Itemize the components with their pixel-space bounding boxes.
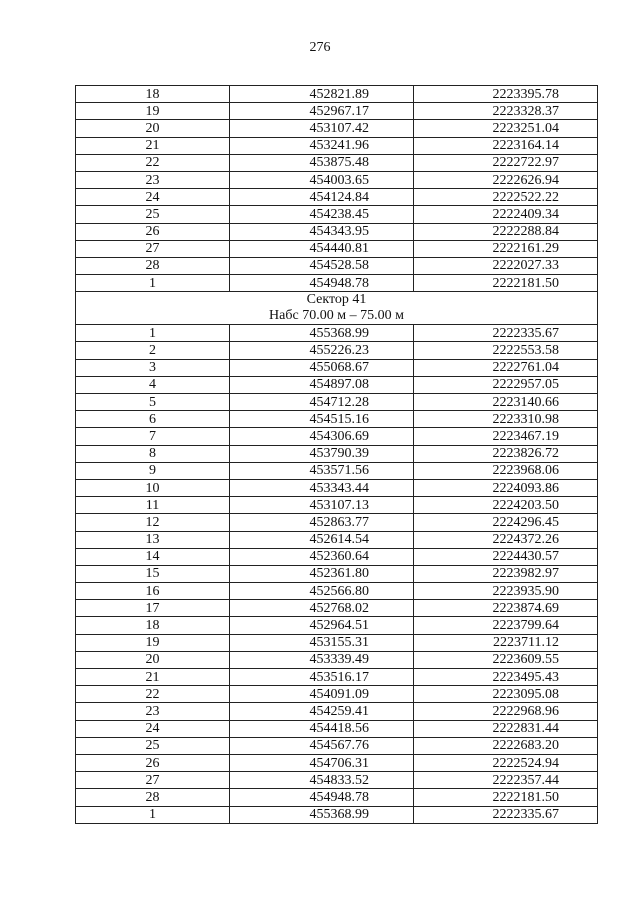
point-number-cell: 20 [76, 120, 230, 137]
table-row [76, 583, 598, 600]
table-body-part2 [76, 325, 598, 823]
point-number-cell: 23 [76, 171, 230, 188]
point-number-cell: 17 [76, 600, 230, 617]
y-coordinate-cell: 2222335.67 [414, 325, 598, 342]
x-coordinate-cell: 454833.52 [230, 772, 414, 789]
point-number-cell: 25 [76, 206, 230, 223]
table-row [76, 617, 598, 634]
table-row [76, 359, 598, 376]
point-number-cell: 4 [76, 376, 230, 393]
table-row [76, 737, 598, 754]
x-coordinate-cell: 454124.84 [230, 189, 414, 206]
x-coordinate-cell: 453571.56 [230, 462, 414, 479]
point-number-cell: 27 [76, 240, 230, 257]
point-number-cell: 18 [76, 86, 230, 103]
x-coordinate-cell: 452964.51 [230, 617, 414, 634]
y-coordinate-cell: 2222626.94 [414, 171, 598, 188]
point-number-cell: 19 [76, 103, 230, 120]
table-row [76, 651, 598, 668]
x-coordinate-cell: 454712.28 [230, 394, 414, 411]
y-coordinate-cell: 2222181.50 [414, 789, 598, 806]
table-row [76, 754, 598, 771]
point-number-cell: 15 [76, 565, 230, 582]
point-number-cell: 13 [76, 531, 230, 548]
point-number-cell: 2 [76, 342, 230, 359]
x-coordinate-cell: 452361.80 [230, 565, 414, 582]
point-number-cell: 22 [76, 154, 230, 171]
y-coordinate-cell: 2223609.55 [414, 651, 598, 668]
table-row [76, 720, 598, 737]
point-number-cell: 24 [76, 189, 230, 206]
x-coordinate-cell: 452967.17 [230, 103, 414, 120]
y-coordinate-cell: 2222957.05 [414, 376, 598, 393]
table-row [76, 206, 598, 223]
y-coordinate-cell: 2222524.94 [414, 754, 598, 771]
y-coordinate-cell: 2223395.78 [414, 86, 598, 103]
y-coordinate-cell: 2223935.90 [414, 583, 598, 600]
x-coordinate-cell: 453107.13 [230, 497, 414, 514]
table-row [76, 411, 598, 428]
table-row [76, 257, 598, 274]
x-coordinate-cell: 454897.08 [230, 376, 414, 393]
section-header-row [76, 292, 598, 325]
y-coordinate-cell: 2224296.45 [414, 514, 598, 531]
x-coordinate-cell: 452863.77 [230, 514, 414, 531]
x-coordinate-cell: 454567.76 [230, 737, 414, 754]
y-coordinate-cell: 2224203.50 [414, 497, 598, 514]
x-coordinate-cell: 452614.54 [230, 531, 414, 548]
y-coordinate-cell: 2223251.04 [414, 120, 598, 137]
coordinates-table [75, 85, 598, 824]
point-number-cell: 24 [76, 720, 230, 737]
table-row [76, 428, 598, 445]
y-coordinate-cell: 2223711.12 [414, 634, 598, 651]
y-coordinate-cell: 2222288.84 [414, 223, 598, 240]
table-row [76, 497, 598, 514]
y-coordinate-cell: 2224372.26 [414, 531, 598, 548]
point-number-cell: 20 [76, 651, 230, 668]
table-row [76, 376, 598, 393]
x-coordinate-cell: 452768.02 [230, 600, 414, 617]
x-coordinate-cell: 454706.31 [230, 754, 414, 771]
x-coordinate-cell: 453107.42 [230, 120, 414, 137]
y-coordinate-cell: 2222553.58 [414, 342, 598, 359]
y-coordinate-cell: 2223140.66 [414, 394, 598, 411]
point-number-cell: 12 [76, 514, 230, 531]
y-coordinate-cell: 2223095.08 [414, 686, 598, 703]
point-number-cell: 16 [76, 583, 230, 600]
point-number-cell: 9 [76, 462, 230, 479]
point-number-cell: 22 [76, 686, 230, 703]
table-row [76, 86, 598, 103]
y-coordinate-cell: 2224430.57 [414, 548, 598, 565]
y-coordinate-cell: 2224093.86 [414, 479, 598, 496]
table-row [76, 171, 598, 188]
point-number-cell: 11 [76, 497, 230, 514]
point-number-cell: 5 [76, 394, 230, 411]
y-coordinate-cell: 2222027.33 [414, 257, 598, 274]
x-coordinate-cell: 452360.64 [230, 548, 414, 565]
y-coordinate-cell: 2222831.44 [414, 720, 598, 737]
x-coordinate-cell: 452566.80 [230, 583, 414, 600]
y-coordinate-cell: 2223968.06 [414, 462, 598, 479]
x-coordinate-cell: 454238.45 [230, 206, 414, 223]
table-row [76, 394, 598, 411]
x-coordinate-cell: 453241.96 [230, 137, 414, 154]
table-row [76, 565, 598, 582]
y-coordinate-cell: 2222357.44 [414, 772, 598, 789]
point-number-cell: 25 [76, 737, 230, 754]
table-row [76, 531, 598, 548]
y-coordinate-cell: 2223799.64 [414, 617, 598, 634]
y-coordinate-cell: 2223328.37 [414, 103, 598, 120]
table-row [76, 772, 598, 789]
table-row [76, 548, 598, 565]
x-coordinate-cell: 453339.49 [230, 651, 414, 668]
table-row [76, 325, 598, 342]
point-number-cell: 1 [76, 325, 230, 342]
x-coordinate-cell: 455068.67 [230, 359, 414, 376]
y-coordinate-cell: 2222968.96 [414, 703, 598, 720]
table-row [76, 240, 598, 257]
x-coordinate-cell: 455368.99 [230, 806, 414, 823]
point-number-cell: 28 [76, 789, 230, 806]
x-coordinate-cell: 454515.16 [230, 411, 414, 428]
x-coordinate-cell: 454306.69 [230, 428, 414, 445]
x-coordinate-cell: 454418.56 [230, 720, 414, 737]
point-number-cell: 19 [76, 634, 230, 651]
point-number-cell: 14 [76, 548, 230, 565]
x-coordinate-cell: 453516.17 [230, 669, 414, 686]
table-row [76, 703, 598, 720]
table-row [76, 789, 598, 806]
x-coordinate-cell: 453790.39 [230, 445, 414, 462]
x-coordinate-cell: 452821.89 [230, 86, 414, 103]
table-row [76, 103, 598, 120]
x-coordinate-cell: 453343.44 [230, 479, 414, 496]
table-row [76, 600, 598, 617]
x-coordinate-cell: 454091.09 [230, 686, 414, 703]
table-row [76, 479, 598, 496]
table-row [76, 669, 598, 686]
point-number-cell: 28 [76, 257, 230, 274]
y-coordinate-cell: 2222683.20 [414, 737, 598, 754]
table-row [76, 223, 598, 240]
x-coordinate-cell: 454528.58 [230, 257, 414, 274]
y-coordinate-cell: 2223310.98 [414, 411, 598, 428]
section-subtitle: Набс 70.00 м – 75.00 м [269, 308, 404, 324]
point-number-cell: 18 [76, 617, 230, 634]
page-number: 276 [309, 40, 331, 55]
y-coordinate-cell: 2222761.04 [414, 359, 598, 376]
table-row [76, 120, 598, 137]
y-coordinate-cell: 2223982.97 [414, 565, 598, 582]
y-coordinate-cell: 2222181.50 [414, 275, 598, 292]
point-number-cell: 7 [76, 428, 230, 445]
x-coordinate-cell: 454440.81 [230, 240, 414, 257]
table-row [76, 462, 598, 479]
section-header-body [76, 292, 598, 325]
point-number-cell: 26 [76, 223, 230, 240]
table-row [76, 189, 598, 206]
point-number-cell: 1 [76, 275, 230, 292]
point-number-cell: 21 [76, 669, 230, 686]
point-number-cell: 21 [76, 137, 230, 154]
y-coordinate-cell: 2223495.43 [414, 669, 598, 686]
table-row [76, 137, 598, 154]
x-coordinate-cell: 454259.41 [230, 703, 414, 720]
y-coordinate-cell: 2222161.29 [414, 240, 598, 257]
y-coordinate-cell: 2223874.69 [414, 600, 598, 617]
y-coordinate-cell: 2223467.19 [414, 428, 598, 445]
x-coordinate-cell: 454343.95 [230, 223, 414, 240]
table-body-part1 [76, 86, 598, 292]
table-row [76, 154, 598, 171]
point-number-cell: 10 [76, 479, 230, 496]
point-number-cell: 1 [76, 806, 230, 823]
table-row [76, 275, 598, 292]
y-coordinate-cell: 2222409.34 [414, 206, 598, 223]
point-number-cell: 26 [76, 754, 230, 771]
point-number-cell: 27 [76, 772, 230, 789]
table-row [76, 806, 598, 823]
x-coordinate-cell: 455368.99 [230, 325, 414, 342]
x-coordinate-cell: 454948.78 [230, 275, 414, 292]
point-number-cell: 3 [76, 359, 230, 376]
table-row [76, 514, 598, 531]
table-row [76, 686, 598, 703]
x-coordinate-cell: 454003.65 [230, 171, 414, 188]
y-coordinate-cell: 2222335.67 [414, 806, 598, 823]
section-title: Сектор 41 [306, 292, 367, 308]
point-number-cell: 8 [76, 445, 230, 462]
x-coordinate-cell: 455226.23 [230, 342, 414, 359]
table-row [76, 445, 598, 462]
y-coordinate-cell: 2223164.14 [414, 137, 598, 154]
point-number-cell: 23 [76, 703, 230, 720]
y-coordinate-cell: 2223826.72 [414, 445, 598, 462]
table-row [76, 342, 598, 359]
y-coordinate-cell: 2222722.97 [414, 154, 598, 171]
x-coordinate-cell: 453875.48 [230, 154, 414, 171]
table-row [76, 634, 598, 651]
point-number-cell: 6 [76, 411, 230, 428]
section-header-cell [76, 292, 598, 325]
y-coordinate-cell: 2222522.22 [414, 189, 598, 206]
x-coordinate-cell: 453155.31 [230, 634, 414, 651]
x-coordinate-cell: 454948.78 [230, 789, 414, 806]
